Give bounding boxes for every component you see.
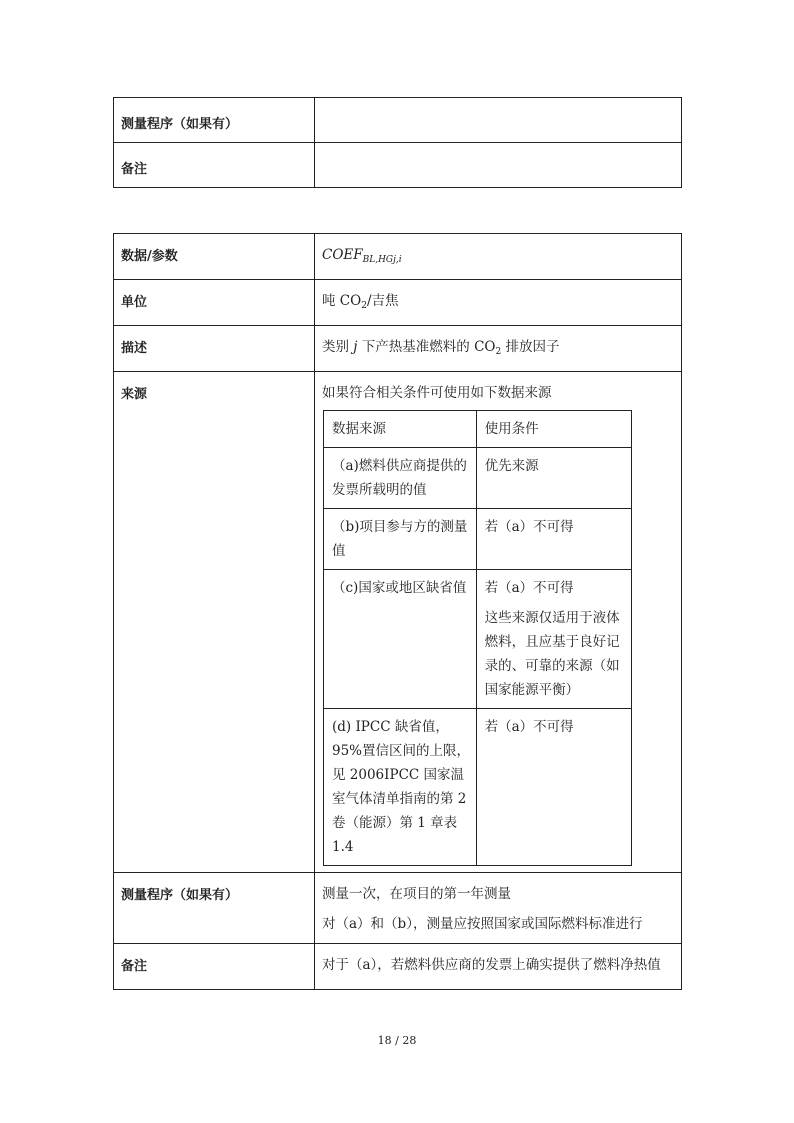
procedure-value [315,873,682,944]
desc-text-post: 排放因子 [501,339,560,355]
condition-text: 若（a）不可得 [484,580,574,596]
desc-text-mid: 下产热基准燃料的 CO [357,339,496,355]
table-row [114,944,682,990]
table-row [114,234,682,280]
unit-subscript: 2 [361,301,367,311]
condition-cell [476,570,631,709]
condition-cell: 若（a）不可得 [476,709,631,866]
table-row [114,326,682,372]
condition-cell: 优先来源 [476,448,631,509]
parameter-table [113,233,682,990]
source-label: 来源 [114,372,315,873]
table-row [114,280,682,326]
table-row [114,873,682,944]
procedure-label: 测量程序（如果有） [114,873,315,944]
unit-value [315,280,682,326]
description-value [315,326,682,372]
table-row [324,411,632,448]
unit-label: 单位 [114,280,315,326]
unit-text-post: /吉焦 [366,293,399,309]
desc-text: 类别 [322,339,354,355]
source-cell: (d) IPCC 缺省值， 95%置信区间的上限，见 2006IPCC 国家温室气体清单指南的第 2 卷（能源）第 1 章表 1.4 [324,709,477,866]
source-cell: （a)燃料供应商提供的发票所载明的值 [324,448,477,509]
table-row [324,570,632,709]
desc-variable: j [353,339,358,355]
description-label: 描述 [114,326,315,372]
source-subtable [323,410,632,866]
source-header: 数据来源 [324,411,477,448]
desc-subscript: 2 [495,347,502,357]
table-row [324,509,632,570]
data-param-label: 数据/参数 [114,234,315,280]
table-row [324,448,632,509]
remark-value [315,143,682,188]
remark-label: 备注 [114,143,315,188]
table-row [114,143,682,188]
table-row [114,98,682,143]
condition-note: 这些来源仅适用于液体燃料，且应基于良好记录的、可靠的来源（如国家能源平衡） [484,610,620,698]
procedure-line: 测量一次，在项目的第一年测量 [322,886,511,902]
unit-text: 吨 CO [322,293,362,309]
data-param-value [315,234,682,280]
source-value [315,372,682,873]
table-row [114,372,682,873]
condition-header: 使用条件 [476,411,631,448]
remark-value: 对于（a），若燃料供应商的发票上确实提供了燃料净热值 [315,944,682,990]
measurement-table-top [113,97,682,188]
procedure-value [315,98,682,143]
page-number: 18 / 28 [377,1034,417,1047]
table-row [324,709,632,866]
coef-subscript: BL,HGj,i [362,255,402,265]
procedure-line: 对（a）和（b），测量应按照国家或国际燃料标准进行 [322,916,643,932]
source-cell: （b)项目参与方的测量值 [324,509,477,570]
source-intro: 如果符合相关条件可使用如下数据来源 [322,385,552,401]
remark-label: 备注 [114,944,315,990]
source-cell: （c)国家或地区缺省值 [324,570,477,709]
condition-cell: 若（a）不可得 [476,509,631,570]
coef-main: COEF [322,247,363,263]
procedure-label: 测量程序（如果有） [114,98,315,143]
